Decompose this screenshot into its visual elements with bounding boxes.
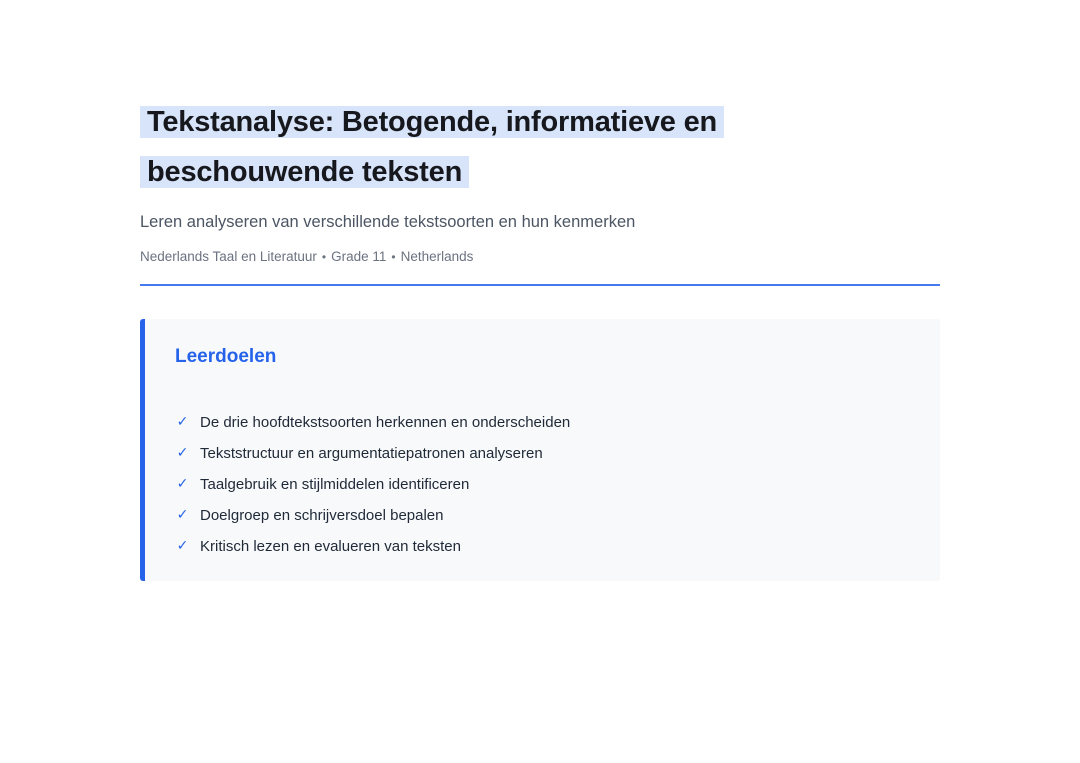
selected-text-highlight: Tekstanalyse: Betogende, informatieve en [140, 106, 724, 138]
title-line [140, 97, 940, 147]
goal-text: Doelgroep en schrijversdoel bepalen [200, 507, 444, 524]
list-item [175, 446, 910, 461]
course-meta [140, 247, 940, 267]
list-item [175, 477, 910, 492]
list-item [175, 539, 910, 554]
goal-text: Kritisch lezen en evalueren van teksten [200, 538, 461, 555]
page-title [140, 97, 940, 197]
goal-text: Taalgebruik en stijlmiddelen identificeren [200, 476, 470, 493]
list-item [175, 415, 910, 430]
check-icon: ✓ [176, 507, 189, 523]
goal-text: De drie hoofdtekstsoorten herkennen en onderscheiden [200, 414, 571, 431]
section-divider [140, 284, 940, 286]
card-title: Leerdoelen [175, 346, 277, 367]
meta-separator-dot: • [321, 250, 327, 264]
check-icon: ✓ [176, 445, 189, 461]
check-icon: ✓ [176, 476, 189, 492]
learning-goals-card [140, 319, 940, 581]
meta-grade: Grade 11 [331, 249, 387, 264]
title-line [140, 147, 940, 197]
content-column [140, 0, 940, 581]
learning-goals-list [175, 415, 910, 554]
check-icon: ✓ [176, 414, 189, 430]
meta-subject: Nederlands Taal en Literatuur [140, 249, 317, 264]
check-icon: ✓ [176, 538, 189, 554]
list-item [175, 508, 910, 523]
selected-text-highlight: beschouwende teksten [140, 156, 469, 188]
meta-separator-dot: • [391, 250, 396, 264]
page-subtitle: Leren analyseren van verschillende tekstsoorten en hun kenmerken [140, 213, 636, 231]
meta-country: Netherlands [400, 249, 474, 264]
goal-text: Tekststructuur en argumentatiepatronen analyseren [200, 445, 543, 462]
